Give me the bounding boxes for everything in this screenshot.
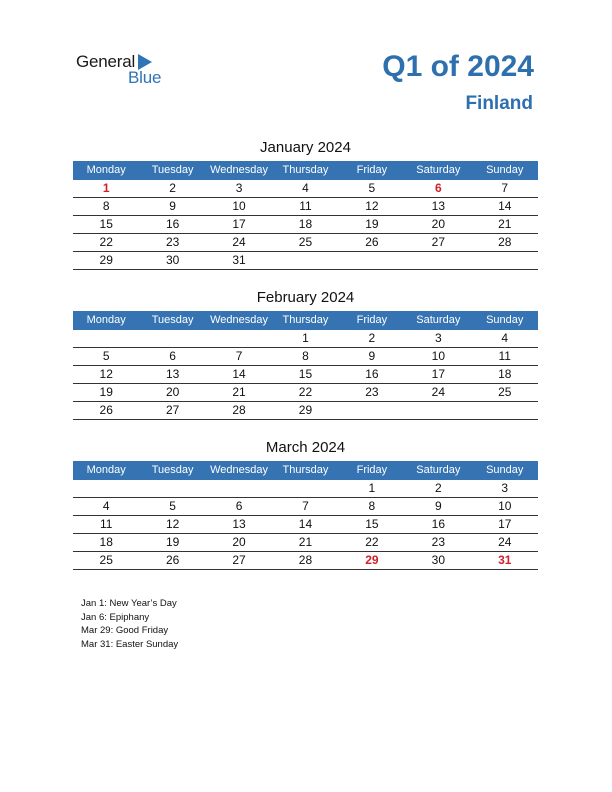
holiday-day-cell: 6 — [434, 181, 442, 195]
weekday-header-saturday: Saturday — [416, 164, 461, 176]
day-cell: 16 — [165, 217, 180, 231]
day-cell: 26 — [365, 235, 379, 249]
weekday-header-tuesday: Tuesday — [151, 164, 194, 176]
weekday-header-wednesday: Wednesday — [210, 464, 268, 476]
day-cell — [339, 402, 405, 419]
weekday-header-tuesday: Tuesday — [151, 464, 194, 476]
day-cell: 27 — [232, 553, 246, 567]
day-cell: 16 — [365, 367, 379, 381]
day-cell: 24 — [232, 235, 246, 249]
week-row — [73, 180, 538, 198]
day-cell: 14 — [498, 199, 512, 213]
day-cell: 9 — [368, 349, 376, 363]
day-cell — [73, 330, 139, 347]
day-cell: 5 — [102, 349, 110, 363]
day-cell: 12 — [365, 199, 379, 213]
week-row — [73, 534, 538, 552]
day-cell: 23 — [431, 535, 445, 549]
day-cell — [139, 330, 205, 347]
day-cell: 23 — [365, 385, 379, 399]
day-cell: 27 — [165, 403, 180, 417]
day-cell: 12 — [99, 367, 113, 381]
generalblue-logo — [76, 52, 176, 92]
day-cell: 9 — [434, 499, 442, 513]
day-cell: 10 — [431, 349, 445, 363]
day-cell: 2 — [368, 331, 376, 345]
day-cell: 2 — [169, 181, 176, 195]
day-cell — [405, 402, 471, 419]
day-cell: 15 — [99, 217, 113, 231]
day-cell: 10 — [498, 499, 512, 513]
day-cell — [405, 252, 471, 269]
weekday-header-friday: Friday — [356, 464, 388, 476]
day-cell: 31 — [232, 253, 246, 267]
day-cell: 17 — [431, 367, 445, 381]
day-cell: 17 — [232, 217, 246, 231]
day-cell — [472, 252, 538, 269]
weekday-header-monday: Monday — [86, 164, 126, 176]
day-cell: 4 — [102, 499, 110, 513]
day-cell: 28 — [498, 235, 512, 249]
day-cell: 28 — [232, 403, 246, 417]
day-cell: 1 — [302, 331, 309, 345]
day-cell: 8 — [302, 349, 309, 363]
day-cell: 8 — [368, 499, 376, 513]
day-cell: 13 — [232, 517, 246, 531]
day-cell: 2 — [434, 481, 442, 495]
day-cell — [472, 402, 538, 419]
week-row — [73, 216, 538, 234]
month-title: February 2024 — [256, 289, 355, 306]
week-row — [73, 552, 538, 570]
day-cell: 11 — [99, 517, 113, 531]
day-cell: 18 — [498, 367, 512, 381]
day-cell: 7 — [302, 499, 309, 513]
day-cell: 9 — [169, 199, 176, 213]
day-cell: 29 — [298, 403, 313, 417]
day-cell — [272, 252, 338, 269]
day-cell: 12 — [165, 517, 180, 531]
day-cell — [206, 330, 272, 347]
page-title: Q1 of 2024 — [382, 50, 534, 83]
weekday-header-thursday: Thursday — [282, 164, 329, 176]
day-cell: 3 — [501, 481, 509, 495]
weekday-header-monday: Monday — [86, 464, 126, 476]
day-cell: 3 — [235, 181, 243, 195]
day-cell: 24 — [431, 385, 445, 399]
holiday-entry: Mar 31: Easter Sunday — [81, 638, 179, 650]
day-cell: 22 — [99, 235, 113, 249]
day-cell: 8 — [102, 199, 110, 213]
day-cell: 22 — [365, 535, 379, 549]
week-row — [73, 348, 538, 366]
day-cell: 24 — [498, 535, 512, 549]
day-cell: 30 — [165, 253, 180, 267]
holiday-entry: Jan 6: Epiphany — [81, 611, 150, 623]
weekday-header-thursday: Thursday — [282, 464, 329, 476]
day-cell: 11 — [498, 349, 511, 363]
weekday-header-sunday: Sunday — [486, 314, 524, 326]
day-cell: 13 — [431, 199, 445, 213]
day-cell: 5 — [169, 499, 176, 513]
day-cell: 25 — [498, 385, 512, 399]
holiday-day-cell: 31 — [498, 553, 512, 567]
day-cell: 4 — [302, 181, 309, 195]
day-cell: 5 — [368, 181, 376, 195]
logo-text-general: General — [76, 52, 136, 71]
logo-text-blue: Blue — [128, 68, 162, 87]
weekday-header-wednesday: Wednesday — [210, 164, 268, 176]
month-title: March 2024 — [265, 439, 346, 456]
weekday-header-row — [73, 161, 538, 180]
day-cell: 25 — [298, 235, 313, 249]
month-january — [73, 139, 538, 270]
day-cell: 10 — [232, 199, 246, 213]
weekday-header-saturday: Saturday — [416, 464, 461, 476]
week-row — [73, 498, 538, 516]
day-cell: 30 — [431, 553, 445, 567]
month-title: January 2024 — [260, 139, 351, 156]
day-cell: 26 — [165, 553, 180, 567]
weekday-header-sunday: Sunday — [486, 464, 524, 476]
weekday-header-monday: Monday — [86, 314, 126, 326]
weekday-header-thursday: Thursday — [282, 314, 329, 326]
holiday-day-cell: 29 — [365, 553, 379, 567]
day-cell: 14 — [232, 367, 246, 381]
holiday-list — [81, 597, 178, 651]
day-cell: 7 — [235, 349, 243, 363]
day-cell: 20 — [431, 217, 445, 231]
day-cell — [339, 252, 405, 269]
day-cell: 29 — [99, 253, 113, 267]
day-cell — [73, 480, 139, 497]
week-row — [73, 402, 538, 420]
day-cell: 13 — [165, 367, 180, 381]
week-row — [73, 516, 538, 534]
week-row — [73, 366, 538, 384]
day-cell: 21 — [298, 535, 313, 549]
day-cell: 25 — [99, 553, 113, 567]
holiday-entry: Mar 29: Good Friday — [81, 625, 169, 636]
day-cell: 21 — [232, 385, 246, 399]
weekday-header-friday: Friday — [356, 314, 388, 326]
weekday-header-sunday: Sunday — [486, 164, 524, 176]
day-cell: 16 — [431, 517, 445, 531]
day-cell: 27 — [431, 235, 445, 249]
week-row — [73, 234, 538, 252]
day-cell: 3 — [434, 331, 442, 345]
day-cell: 28 — [298, 553, 313, 567]
week-row — [73, 252, 538, 270]
holiday-entry: Jan 1: New Year’s Day — [81, 598, 177, 609]
day-cell: 4 — [501, 331, 509, 345]
day-cell: 6 — [235, 499, 243, 513]
country-subtitle: Finland — [465, 93, 533, 114]
day-cell — [206, 480, 272, 497]
day-cell: 15 — [365, 517, 379, 531]
weekday-header-row — [73, 311, 538, 330]
month-march — [73, 439, 538, 570]
day-cell — [139, 480, 205, 497]
day-cell: 1 — [368, 481, 376, 495]
day-cell: 14 — [298, 517, 313, 531]
month-february — [73, 289, 538, 420]
day-cell: 20 — [165, 385, 180, 399]
week-row — [73, 330, 538, 348]
holiday-day-cell: 1 — [102, 181, 110, 195]
day-cell: 6 — [169, 349, 176, 363]
weekday-header-friday: Friday — [356, 164, 388, 176]
day-cell: 21 — [498, 217, 512, 231]
weekday-header-saturday: Saturday — [416, 314, 461, 326]
day-cell: 15 — [298, 367, 313, 381]
day-cell: 19 — [365, 217, 379, 231]
day-cell: 26 — [99, 403, 113, 417]
week-row — [73, 384, 538, 402]
week-row — [73, 480, 538, 498]
day-cell: 19 — [165, 535, 180, 549]
weekday-header-wednesday: Wednesday — [210, 314, 268, 326]
day-cell: 23 — [165, 235, 180, 249]
weekday-header-tuesday: Tuesday — [151, 314, 194, 326]
day-cell: 18 — [99, 535, 113, 549]
day-cell: 22 — [298, 385, 313, 399]
day-cell: 7 — [501, 181, 509, 195]
day-cell: 11 — [299, 199, 312, 213]
day-cell: 17 — [498, 517, 512, 531]
week-row — [73, 198, 538, 216]
day-cell: 18 — [298, 217, 313, 231]
day-cell: 19 — [99, 385, 113, 399]
day-cell — [272, 480, 338, 497]
day-cell: 20 — [232, 535, 246, 549]
weekday-header-row — [73, 461, 538, 480]
